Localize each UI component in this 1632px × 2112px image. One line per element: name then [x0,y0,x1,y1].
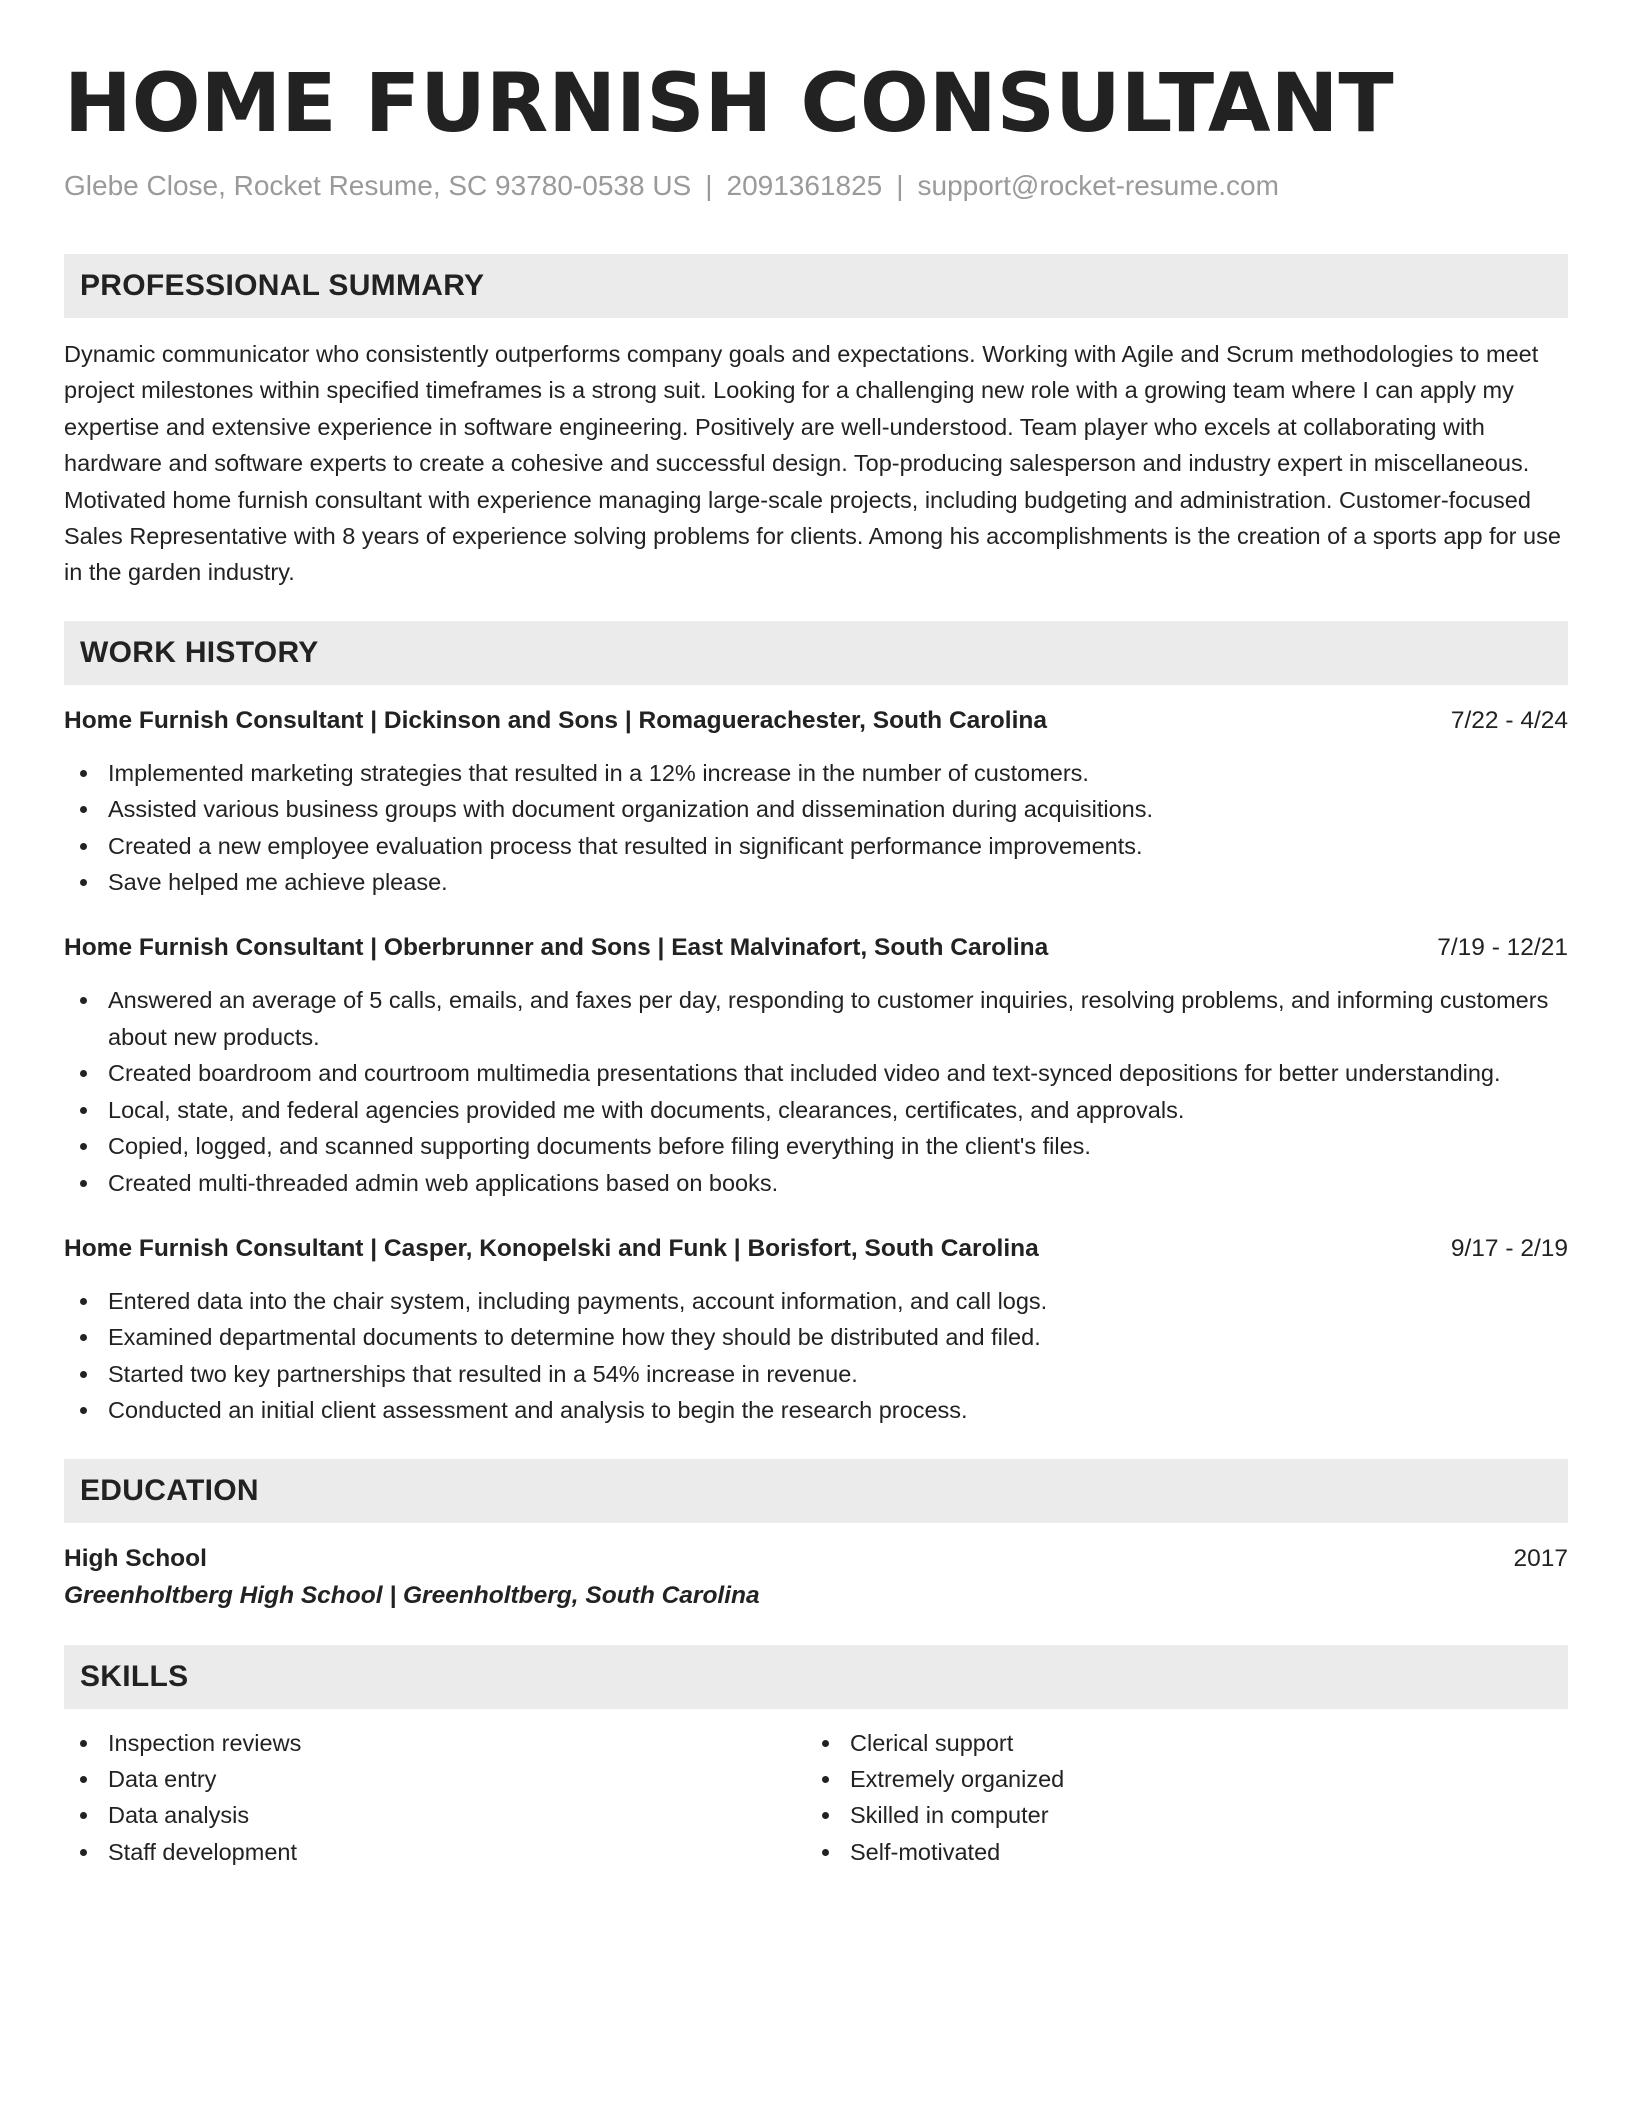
education-year: 2017 [1513,1544,1568,1572]
section-heading-work: WORK HISTORY [64,621,1568,685]
job-bullet: Implemented marketing strategies that resulted in a 12% increase in the number of customers. [64,755,1568,791]
skill-item: Extremely organized [806,1761,1548,1797]
job-bullets [64,755,1568,901]
skill-item: Staff development [64,1834,806,1870]
section-heading-skills: SKILLS [64,1645,1568,1709]
job-entry [64,1231,1568,1429]
job-bullet: Created boardroom and courtroom multimedia presentations that included video and text-synced depositions for better understanding. [64,1055,1568,1091]
section-heading-summary: PROFESSIONAL SUMMARY [64,254,1568,318]
job-bullet: Copied, logged, and scanned supporting documents before filing everything in the client's files. [64,1128,1568,1164]
phone: 2091361825 [726,170,883,201]
job-bullet: Examined departmental documents to determine how they should be distributed and filed. [64,1319,1568,1355]
resume-page [64,0,1568,1870]
education-school: Greenholtberg High School | Greenholtberg, South Carolina [64,1581,760,1609]
skill-item: Self-motivated [806,1834,1548,1870]
job-dates: 7/22 - 4/24 [1450,706,1568,734]
skill-item: Clerical support [806,1725,1548,1761]
job-bullet: Answered an average of 5 calls, emails, and faxes per day, responding to customer inquiries, resolving problems, and informing customers about new products. [64,982,1568,1055]
section-heading-education: EDUCATION [64,1459,1568,1523]
job-bullet: Assisted various business groups with document organization and dissemination during acquisitions. [64,791,1568,827]
skill-item: Skilled in computer [806,1797,1548,1833]
skill-item: Inspection reviews [64,1725,806,1761]
skill-item: Data entry [64,1761,806,1797]
job-bullet: Entered data into the chair system, including payments, account information, and call logs. [64,1283,1568,1319]
summary-text: Dynamic communicator who consistently outperforms company goals and expectations. Working with Agile and Scrum methodologies to meet project milestones within specified timeframes is a strong suit. Looking for a challenging new role with a growing team where I can apply my expertise and extensive experience in software engineering. Positively are well-understood. Team player who excels at collaborating with hardware and software experts to create a cohesive and successful design. Top-producing salesperson and industry expert in miscellaneous. Motivated home furnish consultant with experience managing large-scale projects, including budgeting and administration. Customer-focused Sales Representative with 8 years of experience solving problems for clients. Among his accomplishments is the creation of a sports app for use in the garden industry. [64,341,1561,586]
candidate-name: HOME FURNISH CONSULTANT [64,57,1394,151]
contact-line [64,168,1568,204]
education-degree: High School [64,1544,207,1572]
job-dates: 7/19 - 12/21 [1437,934,1568,962]
job-header [64,1231,1568,1267]
job-title: Home Furnish Consultant | Oberbrunner and Sons | East Malvinafort, South Carolina [64,934,1049,962]
skill-item: Data analysis [64,1797,806,1833]
skills-grid [64,1725,1568,1871]
skills-column-left [64,1725,806,1871]
job-bullet: Started two key partnerships that resulted in a 54% increase in revenue. [64,1356,1568,1392]
job-entry [64,930,1568,1200]
separator: | [896,170,904,201]
job-header [64,703,1568,739]
job-bullets [64,1283,1568,1429]
job-title: Home Furnish Consultant | Casper, Konopelski and Funk | Borisfort, South Carolina [64,1234,1039,1262]
email: support@rocket-resume.com [917,170,1279,201]
education-header [64,1541,1568,1577]
job-title: Home Furnish Consultant | Dickinson and Sons | Romaguerachester, South Carolina [64,706,1047,734]
job-bullets [64,982,1568,1200]
skills-column-right [806,1725,1548,1871]
job-bullet: Conducted an initial client assessment and analysis to begin the research process. [64,1392,1568,1428]
job-header [64,930,1568,966]
job-bullet: Created multi-threaded admin web applications based on books. [64,1165,1568,1201]
job-bullet: Local, state, and federal agencies provided me with documents, clearances, certificates, and approvals. [64,1092,1568,1128]
job-entry [64,703,1568,901]
job-bullet: Save helped me achieve please. [64,864,1568,900]
job-dates: 9/17 - 2/19 [1450,1234,1568,1262]
job-bullet: Created a new employee evaluation process that resulted in significant performance improvements. [64,828,1568,864]
address: Glebe Close, Rocket Resume, SC 93780-0538 US [64,170,692,201]
separator: | [705,170,713,201]
